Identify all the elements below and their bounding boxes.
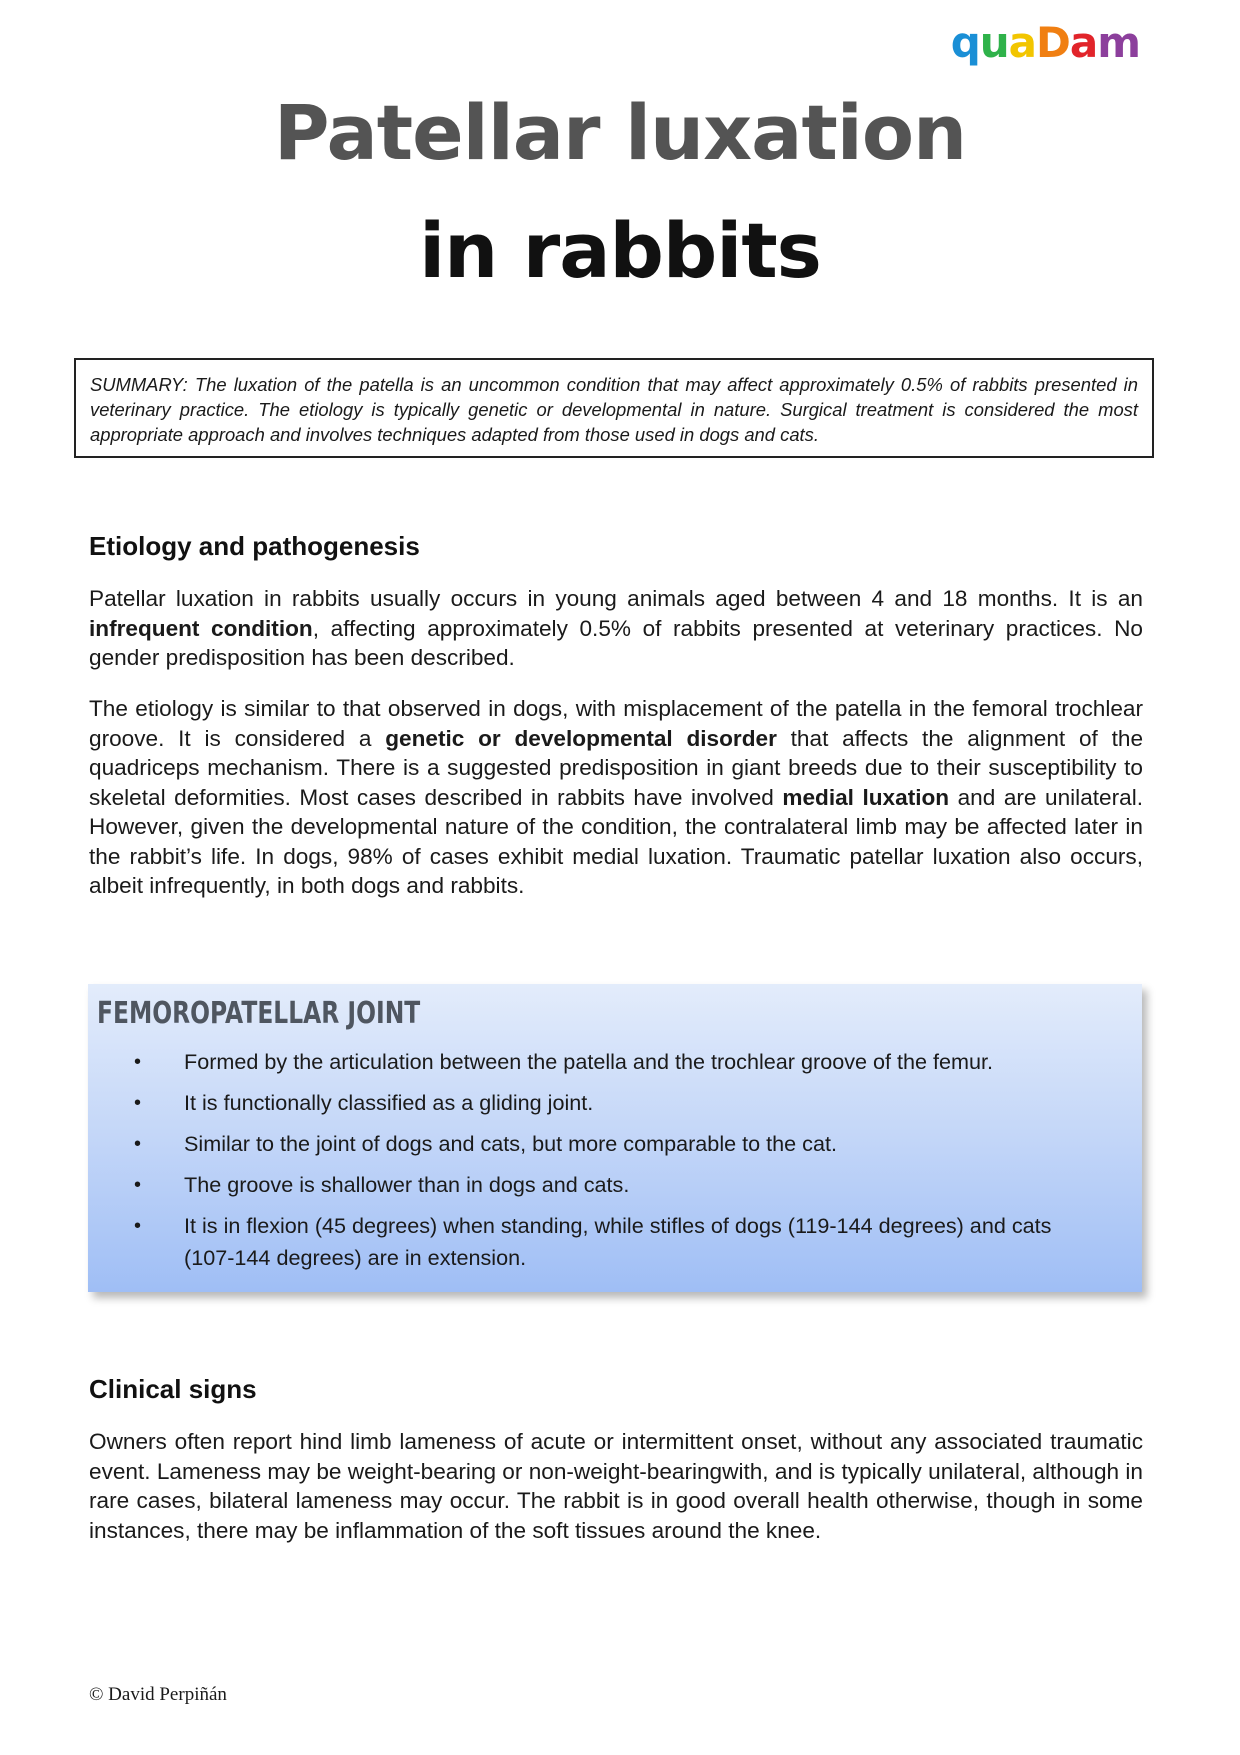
list-item-text: It is in flexion (45 degrees) when standing, while stifles of dogs (119-144 degrees) and cats (107-144 degrees) are in extension. <box>184 1213 1052 1270</box>
quadam-logo <box>950 18 1140 67</box>
list-item <box>88 1169 1142 1201</box>
bullet-icon: • <box>134 1174 142 1196</box>
logo-letter: a <box>1069 18 1098 67</box>
logo-letter: a <box>1008 18 1037 67</box>
text-run: that affects the alignment of the quadriceps mechanism. There is a suggested predisposition in giant breeds due to their susceptibility to skeletal deformities. Most cases described in rabbits have involved <box>89 725 1144 810</box>
page-title-line-1: Patellar luxation <box>273 88 967 177</box>
text-run: , affecting approximately 0.5% of rabbits presented at veterinary practices. No gender predisposition has been described. <box>89 615 1143 670</box>
logo-letter: u <box>979 18 1009 67</box>
list-item-text: Similar to the joint of dogs and cats, but more comparable to the cat. <box>184 1131 837 1156</box>
list-item <box>88 1210 1142 1274</box>
joint-list <box>88 1046 1142 1283</box>
logo-letter: q <box>950 18 980 67</box>
page-title-line-2: in rabbits <box>419 206 821 295</box>
bold-phrase: genetic or developmental disorder <box>385 725 777 751</box>
logo-letter: m <box>1097 18 1140 67</box>
bullet-icon: • <box>134 1051 142 1073</box>
text-run: and are unilateral. However, given the developmental nature of the condition, the contralateral limb may be affected later in the rabbit’s life. In dogs, 98% of cases exhibit medial luxation. Traumatic patellar luxation also occurs, albeit infrequently, in both dogs and rabbits. <box>89 784 1143 898</box>
list-item <box>88 1128 1142 1160</box>
etiology-heading: Etiology and pathogenesis <box>89 531 420 561</box>
bullet-icon: • <box>134 1092 142 1114</box>
clinical-signs-heading: Clinical signs <box>89 1374 257 1404</box>
list-item-text: It is functionally classified as a gliding joint. <box>184 1090 594 1115</box>
list-item-text: Formed by the articulation between the patella and the trochlear groove of the femur. <box>184 1049 994 1074</box>
logo-letter: D <box>1036 18 1070 67</box>
summary-box <box>74 358 1154 458</box>
bold-phrase: infrequent condition <box>89 615 313 641</box>
list-item <box>88 1046 1142 1078</box>
text-run: The etiology is similar to that observed in dogs, with misplacement of the patella in the femoral trochlear groove. It is considered a <box>89 696 1143 751</box>
copyright-text: © David Perpiñán <box>89 1684 227 1705</box>
text-run: Patellar luxation in rabbits usually occurs in young animals aged between 4 and 18 months. It is an <box>89 586 1143 611</box>
bullet-icon: • <box>134 1133 142 1155</box>
bullet-icon: • <box>134 1215 142 1237</box>
bold-phrase: medial luxation <box>782 784 950 810</box>
summary-text: SUMMARY: The luxation of the patella is an uncommon condition that may affect approximately 0.5% of rabbits presented in veterinary practice. The etiology is typically genetic or developmental in nature. Surgical treatment is considered the most appropriate approach and involves techniques adapted from those used in dogs and cats. <box>90 374 1138 445</box>
list-item-text: The groove is shallower than in dogs and cats. <box>184 1172 630 1197</box>
femoropatellar-joint-box <box>88 984 1142 1292</box>
clinical-signs-paragraph: Owners often report hind limb lameness of acute or intermittent onset, without any associated traumatic event. Lameness may be weight-bearing or non-weight-bearingwith, and is typically unilateral, although in rare cases, bilateral lameness may occur. The rabbit is in good overall health otherwise, though in some instances, there may be inflammation of the soft tissues around the knee. <box>89 1429 1143 1543</box>
list-item <box>88 1087 1142 1119</box>
joint-box-title: FEMOROPATELLAR JOINT <box>97 996 421 1031</box>
etiology-paragraph-2 <box>89 694 1143 901</box>
etiology-paragraph-1 <box>89 584 1143 673</box>
